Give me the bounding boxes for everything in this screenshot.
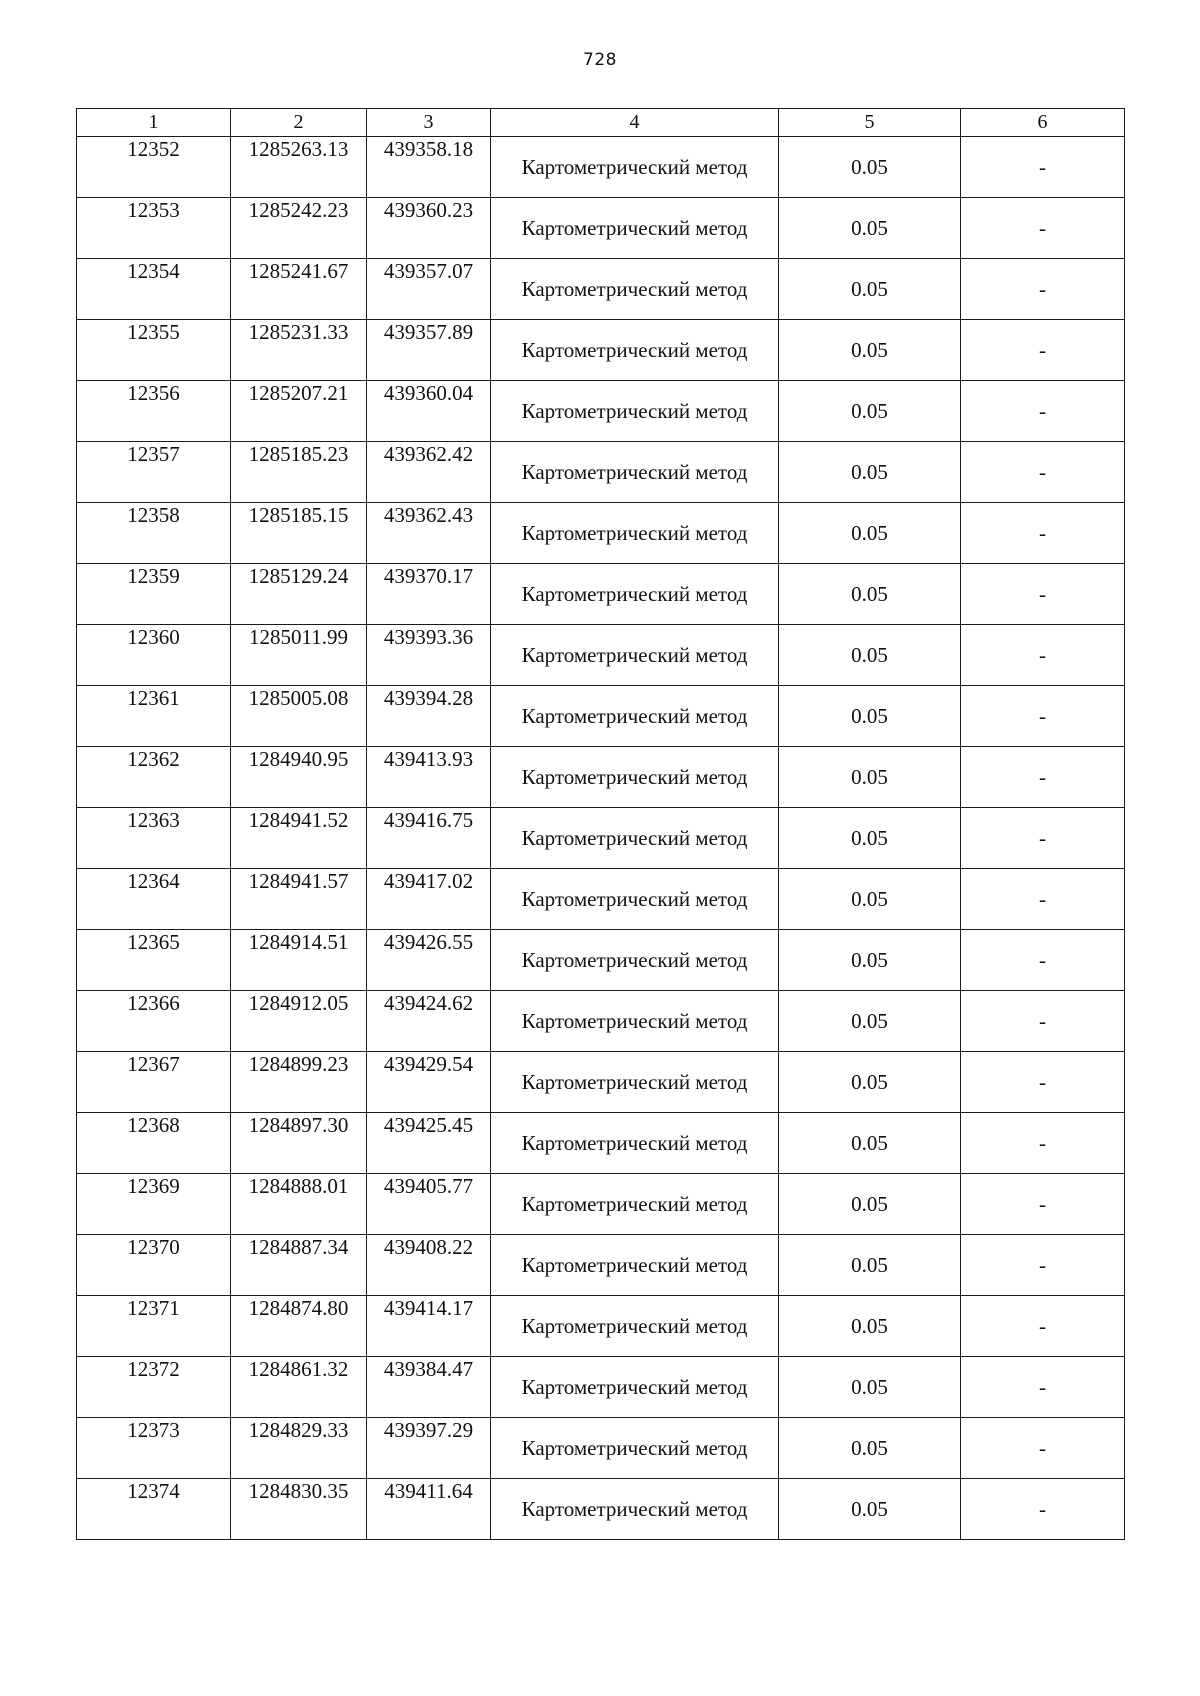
column-header: 6 [961, 109, 1125, 137]
note-cell: - [961, 1113, 1125, 1174]
point-number-cell: 12356 [77, 381, 231, 442]
method-cell: Картометрический метод [491, 869, 779, 930]
table-row [77, 381, 1125, 442]
table-row [77, 1357, 1125, 1418]
x-coordinate-cell: 1284888.01 [231, 1174, 367, 1235]
y-coordinate-cell: 439426.55 [367, 930, 491, 991]
x-coordinate-cell: 1284830.35 [231, 1479, 367, 1540]
x-coordinate-cell: 1284941.57 [231, 869, 367, 930]
table-row [77, 1235, 1125, 1296]
accuracy-cell: 0.05 [779, 564, 961, 625]
point-number-cell: 12360 [77, 625, 231, 686]
note-cell: - [961, 1418, 1125, 1479]
y-coordinate-cell: 439360.23 [367, 198, 491, 259]
accuracy-cell: 0.05 [779, 259, 961, 320]
x-coordinate-cell: 1284941.52 [231, 808, 367, 869]
point-number-cell: 12354 [77, 259, 231, 320]
y-coordinate-cell: 439416.75 [367, 808, 491, 869]
note-cell: - [961, 930, 1125, 991]
accuracy-cell: 0.05 [779, 1418, 961, 1479]
x-coordinate-cell: 1285231.33 [231, 320, 367, 381]
point-number-cell: 12367 [77, 1052, 231, 1113]
accuracy-cell: 0.05 [779, 747, 961, 808]
method-cell: Картометрический метод [491, 686, 779, 747]
x-coordinate-cell: 1284887.34 [231, 1235, 367, 1296]
y-coordinate-cell: 439362.43 [367, 503, 491, 564]
note-cell: - [961, 991, 1125, 1052]
accuracy-cell: 0.05 [779, 1479, 961, 1540]
method-cell: Картометрический метод [491, 991, 779, 1052]
y-coordinate-cell: 439360.04 [367, 381, 491, 442]
point-number-cell: 12373 [77, 1418, 231, 1479]
x-coordinate-cell: 1284874.80 [231, 1296, 367, 1357]
x-coordinate-cell: 1285185.15 [231, 503, 367, 564]
accuracy-cell: 0.05 [779, 625, 961, 686]
y-coordinate-cell: 439425.45 [367, 1113, 491, 1174]
column-header: 2 [231, 109, 367, 137]
table-row [77, 1174, 1125, 1235]
y-coordinate-cell: 439429.54 [367, 1052, 491, 1113]
y-coordinate-cell: 439357.89 [367, 320, 491, 381]
x-coordinate-cell: 1285011.99 [231, 625, 367, 686]
accuracy-cell: 0.05 [779, 1113, 961, 1174]
accuracy-cell: 0.05 [779, 198, 961, 259]
y-coordinate-cell: 439393.36 [367, 625, 491, 686]
note-cell: - [961, 564, 1125, 625]
method-cell: Картометрический метод [491, 1235, 779, 1296]
y-coordinate-cell: 439411.64 [367, 1479, 491, 1540]
accuracy-cell: 0.05 [779, 1357, 961, 1418]
point-number-cell: 12365 [77, 930, 231, 991]
table-header-row [77, 109, 1125, 137]
x-coordinate-cell: 1284914.51 [231, 930, 367, 991]
point-number-cell: 12353 [77, 198, 231, 259]
accuracy-cell: 0.05 [779, 869, 961, 930]
y-coordinate-cell: 439358.18 [367, 137, 491, 198]
table-row [77, 747, 1125, 808]
point-number-cell: 12361 [77, 686, 231, 747]
table-row [77, 137, 1125, 198]
method-cell: Картометрический метод [491, 259, 779, 320]
method-cell: Картометрический метод [491, 930, 779, 991]
y-coordinate-cell: 439384.47 [367, 1357, 491, 1418]
y-coordinate-cell: 439417.02 [367, 869, 491, 930]
page-number: 728 [583, 50, 617, 70]
note-cell: - [961, 1235, 1125, 1296]
method-cell: Картометрический метод [491, 503, 779, 564]
accuracy-cell: 0.05 [779, 442, 961, 503]
method-cell: Картометрический метод [491, 1418, 779, 1479]
point-number-cell: 12357 [77, 442, 231, 503]
y-coordinate-cell: 439413.93 [367, 747, 491, 808]
accuracy-cell: 0.05 [779, 808, 961, 869]
note-cell: - [961, 198, 1125, 259]
note-cell: - [961, 808, 1125, 869]
note-cell: - [961, 625, 1125, 686]
method-cell: Картометрический метод [491, 1479, 779, 1540]
accuracy-cell: 0.05 [779, 1235, 961, 1296]
y-coordinate-cell: 439405.77 [367, 1174, 491, 1235]
table-row [77, 869, 1125, 930]
point-number-cell: 12366 [77, 991, 231, 1052]
method-cell: Картометрический метод [491, 137, 779, 198]
point-number-cell: 12374 [77, 1479, 231, 1540]
y-coordinate-cell: 439357.07 [367, 259, 491, 320]
method-cell: Картометрический метод [491, 1296, 779, 1357]
column-header: 5 [779, 109, 961, 137]
note-cell: - [961, 1174, 1125, 1235]
method-cell: Картометрический метод [491, 381, 779, 442]
note-cell: - [961, 1052, 1125, 1113]
table-row [77, 259, 1125, 320]
point-number-cell: 12363 [77, 808, 231, 869]
table-row [77, 1052, 1125, 1113]
note-cell: - [961, 869, 1125, 930]
accuracy-cell: 0.05 [779, 137, 961, 198]
point-number-cell: 12371 [77, 1296, 231, 1357]
point-number-cell: 12358 [77, 503, 231, 564]
x-coordinate-cell: 1284829.33 [231, 1418, 367, 1479]
point-number-cell: 12368 [77, 1113, 231, 1174]
accuracy-cell: 0.05 [779, 1296, 961, 1357]
point-number-cell: 12352 [77, 137, 231, 198]
note-cell: - [961, 1296, 1125, 1357]
accuracy-cell: 0.05 [779, 1052, 961, 1113]
note-cell: - [961, 320, 1125, 381]
note-cell: - [961, 503, 1125, 564]
table-row [77, 442, 1125, 503]
table-row [77, 1418, 1125, 1479]
y-coordinate-cell: 439408.22 [367, 1235, 491, 1296]
table-row [77, 1296, 1125, 1357]
method-cell: Картометрический метод [491, 808, 779, 869]
table-row [77, 1113, 1125, 1174]
accuracy-cell: 0.05 [779, 381, 961, 442]
column-header: 1 [77, 109, 231, 137]
y-coordinate-cell: 439370.17 [367, 564, 491, 625]
point-number-cell: 12364 [77, 869, 231, 930]
x-coordinate-cell: 1285129.24 [231, 564, 367, 625]
column-header: 3 [367, 109, 491, 137]
table-row [77, 808, 1125, 869]
y-coordinate-cell: 439394.28 [367, 686, 491, 747]
note-cell: - [961, 442, 1125, 503]
x-coordinate-cell: 1284940.95 [231, 747, 367, 808]
x-coordinate-cell: 1285005.08 [231, 686, 367, 747]
note-cell: - [961, 259, 1125, 320]
table-row [77, 198, 1125, 259]
method-cell: Картометрический метод [491, 1113, 779, 1174]
note-cell: - [961, 747, 1125, 808]
x-coordinate-cell: 1284861.32 [231, 1357, 367, 1418]
x-coordinate-cell: 1285241.67 [231, 259, 367, 320]
table-body [77, 137, 1125, 1540]
table-row [77, 503, 1125, 564]
point-number-cell: 12355 [77, 320, 231, 381]
table-row [77, 1479, 1125, 1540]
note-cell: - [961, 686, 1125, 747]
coordinates-table [76, 108, 1125, 1540]
note-cell: - [961, 137, 1125, 198]
note-cell: - [961, 1479, 1125, 1540]
method-cell: Картометрический метод [491, 1357, 779, 1418]
table-row [77, 930, 1125, 991]
method-cell: Картометрический метод [491, 442, 779, 503]
x-coordinate-cell: 1285185.23 [231, 442, 367, 503]
accuracy-cell: 0.05 [779, 320, 961, 381]
method-cell: Картометрический метод [491, 625, 779, 686]
point-number-cell: 12370 [77, 1235, 231, 1296]
y-coordinate-cell: 439397.29 [367, 1418, 491, 1479]
accuracy-cell: 0.05 [779, 686, 961, 747]
method-cell: Картометрический метод [491, 564, 779, 625]
table-row [77, 625, 1125, 686]
method-cell: Картометрический метод [491, 747, 779, 808]
note-cell: - [961, 381, 1125, 442]
accuracy-cell: 0.05 [779, 1174, 961, 1235]
method-cell: Картометрический метод [491, 1052, 779, 1113]
point-number-cell: 12369 [77, 1174, 231, 1235]
x-coordinate-cell: 1284912.05 [231, 991, 367, 1052]
x-coordinate-cell: 1285207.21 [231, 381, 367, 442]
table-row [77, 686, 1125, 747]
accuracy-cell: 0.05 [779, 930, 961, 991]
x-coordinate-cell: 1284897.30 [231, 1113, 367, 1174]
y-coordinate-cell: 439424.62 [367, 991, 491, 1052]
column-header: 4 [491, 109, 779, 137]
note-cell: - [961, 1357, 1125, 1418]
method-cell: Картометрический метод [491, 1174, 779, 1235]
table-row [77, 564, 1125, 625]
point-number-cell: 12372 [77, 1357, 231, 1418]
y-coordinate-cell: 439362.42 [367, 442, 491, 503]
point-number-cell: 12359 [77, 564, 231, 625]
point-number-cell: 12362 [77, 747, 231, 808]
table-row [77, 320, 1125, 381]
y-coordinate-cell: 439414.17 [367, 1296, 491, 1357]
method-cell: Картометрический метод [491, 320, 779, 381]
x-coordinate-cell: 1285263.13 [231, 137, 367, 198]
accuracy-cell: 0.05 [779, 991, 961, 1052]
x-coordinate-cell: 1285242.23 [231, 198, 367, 259]
x-coordinate-cell: 1284899.23 [231, 1052, 367, 1113]
table-row [77, 991, 1125, 1052]
method-cell: Картометрический метод [491, 198, 779, 259]
accuracy-cell: 0.05 [779, 503, 961, 564]
